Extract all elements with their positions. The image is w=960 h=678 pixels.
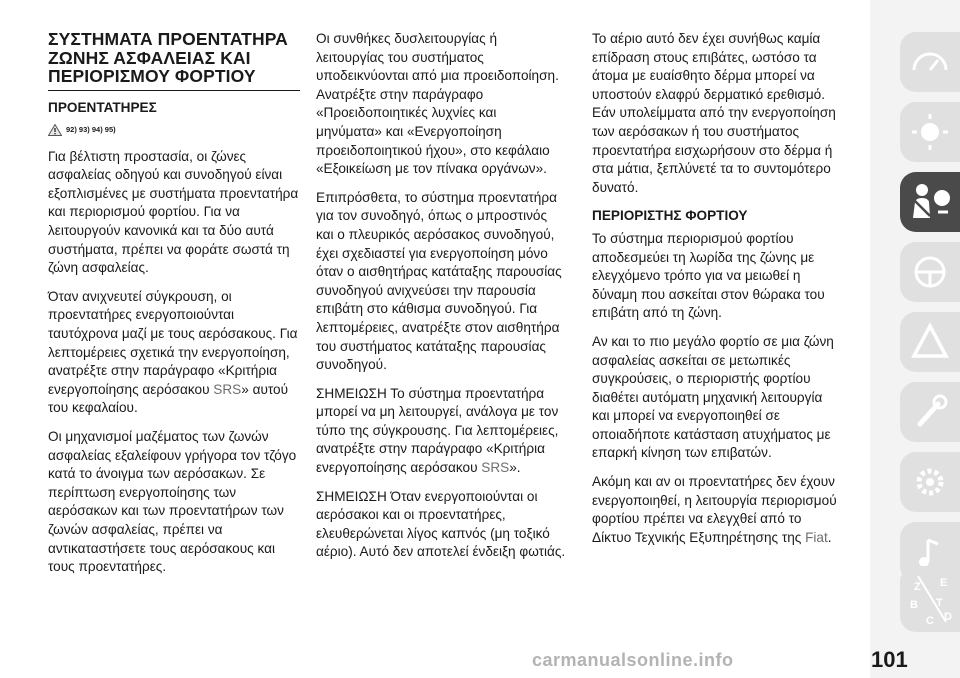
warning-references	[48, 121, 300, 140]
wrench-icon	[900, 382, 960, 442]
paragraph: Το αέριο αυτό δεν έχει συνήθως καμία επίδραση στους επιβάτες, ωστόσο τα άτομα με ευαίσθητο δέρμα μπορεί να υποστούν ελαφρύ δερματικό ερεθισμό. Εάν υπολείμματα από την ενεργοποίηση των αερόσακων ή του συστήματος προεντατήρα εισχωρήσουν στο δέρμα ή στα μάτια, ξεπλύνετέ τα το συντομότερο δυνατό.	[592, 31, 836, 195]
svg-text:Z: Z	[914, 581, 921, 593]
page-number: 101	[871, 647, 908, 672]
chapter-tab-lights[interactable]	[900, 102, 960, 162]
chapter-tab-emergency[interactable]	[900, 312, 960, 372]
dashboard-icon	[900, 32, 960, 92]
column-1	[48, 30, 300, 587]
paragraph: Αν και το πιο μεγάλο φορτίο σε μια ζώνη ασφαλείας ασκείται σε μετωπικές συγκρούσεις, ο περιοριστής φορτίου διαθέτει αυτόματη μηχανική λειτουργία και μπορεί να ενεργοποιηθεί σε οποιαδήποτε κατάσταση ατυχήματος με επαρκή κίνηση των επιβατών.	[592, 333, 834, 461]
title-line: ΠΕΡΙΟΡΙΣΜΟΥ ΦΟΡΤΙΟΥ	[48, 66, 256, 86]
paragraph: Οι συνθήκες δυσλειτουργίας ή λειτουργίας του συστήματος υποδεικνύονται από μια προειδοποίηση. Ανατρέξτε στην παράγραφο «Προειδοποιητικές λυχνίες και μηνύματα» και «Ενεργοποίηση προειδοποιητικού ήχου», στο κεφάλαιο «Εξοικείωση με τον πίνακα οργάνων».	[316, 31, 559, 177]
chapter-tab-maintenance[interactable]	[900, 382, 960, 442]
paragraph: Το σύστημα περιορισμού φορτίου αποδεσμεύει τη λωρίδα της ζώνης με ελεγχόμενο τρόπο για να μειωθεί η δύναμη που ασκείται στον θώρακα του επιβάτη από τη ζώνη.	[592, 230, 825, 321]
srs-label: SRS	[481, 460, 510, 476]
chapter-tab-index[interactable]	[900, 566, 960, 632]
reference-numbers: 92) 93) 94) 95)	[66, 125, 116, 135]
section-heading-pretensioners: ΠΡΟΕΝΤΑΤΗΡΕΣ	[48, 99, 157, 115]
page-title	[48, 30, 300, 86]
paragraph: Ακόμη και αν οι προεντατήρες δεν έχουν ενεργοποιηθεί, η λειτουργία περιορισμού φορτίου πρέπει να ελεγχθεί από το Δίκτυο Τεχνικής Εξυπηρέτησης της Fiat.	[592, 474, 837, 545]
chapter-tab-technical-data[interactable]	[900, 452, 960, 512]
srs-label: SRS	[213, 381, 242, 397]
paragraph: Επιπρόσθετα, το σύστημα προεντατήρα για τον συνοδηγό, όπως ο μπροστινός και ο πλευρικός αερόσακος συνοδηγού, έχει σχεδιαστεί για ενεργοποίηση μόνο όταν ο αισθητήρας κατάταξης παρουσίας συνοδηγού ανιχνεύσει την παρουσία επιβάτη στο κάθισμα συνοδηγού. Για λεπτομέρειες, ανατρέξτε στον αισθητήρα του συστήματος κατάταξης παρουσίας συνοδηγού.	[316, 189, 562, 373]
emergency-triangle-icon	[900, 312, 960, 372]
note-paragraph: ΣΗΜΕΙΩΣΗ Όταν ενεργοποιούνται οι αερόσακοι και οι προεντατήρες, ελευθερώνεται λίγος καπνός (μη τοξικό αέριο). Αυτό δεν αποτελεί ένδειξη φωτιάς.	[316, 488, 566, 560]
title-line: ΣΥΣΤΗΜΑΤΑ ΠΡΟΕΝΤΑΤΗΡΑ	[48, 29, 288, 49]
watermark-text: carmanualsonline.info	[532, 650, 734, 670]
title-divider	[48, 90, 300, 91]
section-heading-load-limiter: ΠΕΡΙΟΡΙΣΤΗΣ ΦΟΡΤΙΟΥ	[592, 208, 748, 224]
title-line: ΖΩΝΗΣ ΑΣΦΑΛΕΙΑΣ ΚΑΙ	[48, 47, 251, 68]
alphabet-index-icon	[900, 566, 960, 632]
column-2	[316, 30, 566, 572]
gear-icon	[900, 452, 960, 512]
chapter-tab-safety[interactable]	[900, 172, 960, 232]
steering-wheel-icon	[900, 242, 960, 302]
svg-text:E: E	[940, 577, 948, 589]
lights-icon	[900, 102, 960, 162]
paragraph: Όταν ανιχνευτεί σύγκρουση, οι προεντατήρες ενεργοποιούνται ταυτόχρονα μαζί με τους αερόσακους. Για λεπτομέρειες σχετικά την ενεργοποίηση, ανατρέξτε στην παράγραφο «Κριτήρια ενεργοποίησης αερόσακου SRS» αυτού του κεφαλαίου.	[48, 288, 298, 416]
note-paragraph: ΣΗΜΕΙΩΣΗ Το σύστημα προεντατήρα μπορεί να μη λειτουργεί, ανάλογα με τον τύπο της σύγκρουσης. Για λεπτομέρειες, ανατρέξτε στην παράγραφο «Κριτήρια ενεργοποίησης αερόσακου SRS».	[316, 385, 559, 476]
svg-text:C: C	[926, 615, 934, 627]
paragraph: Οι μηχανισμοί μαζέματος των ζωνών ασφαλείας εξαλείφουν γρήγορα τον τζόγο κατά το άνοιγμα των αερόσακων. Σε περίπτωση ενεργοποίησης των αερόσακων και των προεντατήρων των ζωνών ασφαλείας, πρέπει να αντικαταστήσετε τους αερόσακους και τους προεντατήρες.	[48, 429, 297, 575]
warning-triangle-icon	[48, 124, 62, 136]
paragraph: Για βέλτιστη προστασία, οι ζώνες ασφαλείας οδηγού και συνοδηγού είναι εξοπλισμένες με συστήματα προεντατήρα και περιορισμού φορτίου. Για να λειτουργούν κανονικά και τα δύο αυτά συστήματα, πρέπει να φοράτε σωστά τη ζώνη ασφαλείας.	[48, 148, 299, 276]
svg-text:B: B	[910, 599, 918, 611]
chapter-tab-dashboard[interactable]	[900, 32, 960, 92]
seatbelt-airbag-icon	[900, 172, 960, 232]
column-3	[592, 30, 840, 557]
brand-name: Fiat	[805, 529, 828, 545]
chapter-tabs-sidebar	[870, 0, 960, 678]
svg-text:D: D	[944, 611, 952, 623]
chapter-tab-starting[interactable]	[900, 242, 960, 302]
svg-text:T: T	[936, 597, 943, 609]
